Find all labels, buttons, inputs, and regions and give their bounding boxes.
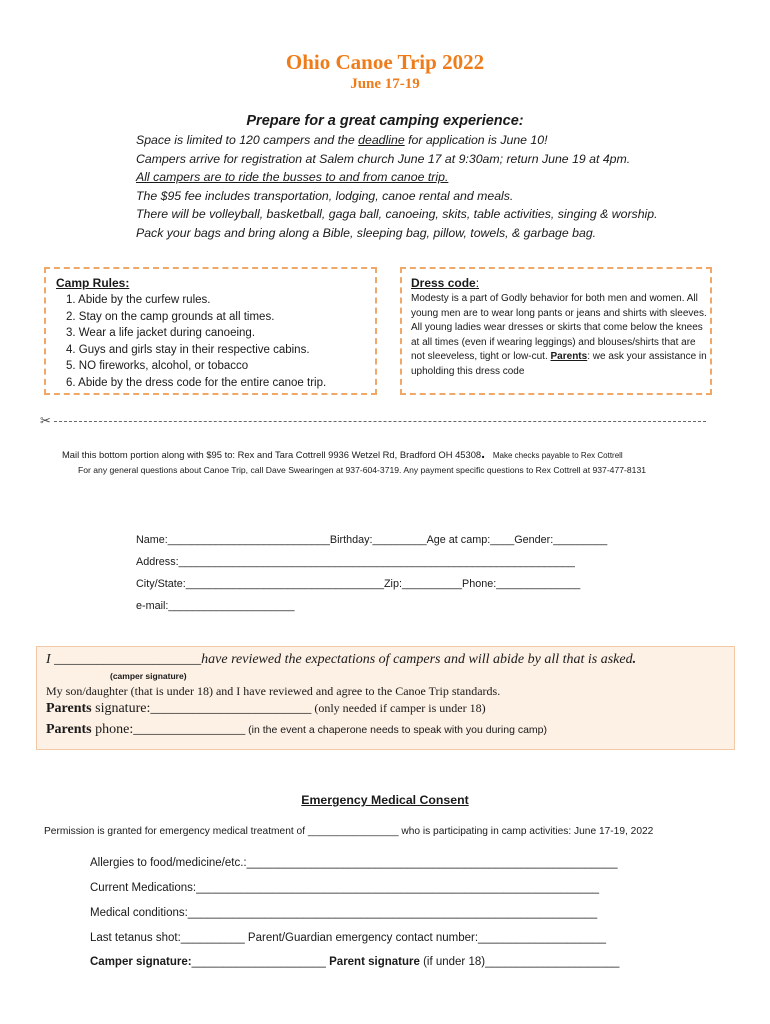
info-line-registration: Campers arrive for registration at Salem church June 17 at 9:30am; return June 19 at 4pm. xyxy=(136,151,631,166)
address-row[interactable]: Address:__________________________________________________________________ xyxy=(136,556,575,568)
city-zip-phone-row[interactable]: City/State:_________________________________Zip:__________Phone:______________ xyxy=(136,578,581,590)
parent-agreement-line: My son/daughter (that is under 18) and I have reviewed and agree to the Canoe Trip standards. xyxy=(46,684,501,698)
document-title: Ohio Canoe Trip 2022 xyxy=(285,50,485,74)
mail-instructions: Mail this bottom portion along with $95 to: Rex and Tara Cottrell 9936 Wetzel Rd, Bradford OH 45308. Make checks payable to Rex Cottrell xyxy=(62,445,623,461)
info-line-fee: The $95 fee includes transportation, lodging, canoe rental and meals. xyxy=(136,188,514,203)
info-line-busses: All campers are to ride the busses to and from canoe trip. xyxy=(136,170,449,185)
camp-rule: 4. Guys and girls stay in their respective cabins. xyxy=(66,343,310,356)
camp-rule: 3. Wear a life jacket during canoeing. xyxy=(66,327,256,340)
info-line-packing: Pack your bags and bring along a Bible, sleeping bag, pillow, towels, & garbage bag. xyxy=(136,225,597,240)
camp-rule: 1. Abide by the curfew rules. xyxy=(66,294,211,306)
parent-signature-line[interactable]: Parents signature:_______________________ (only needed if camper is under 18) xyxy=(46,701,486,716)
camp-rules-title: Camp Rules: xyxy=(56,276,130,290)
dress-code-title: Dress code: xyxy=(411,276,480,290)
cut-line xyxy=(44,421,706,422)
name-birthday-row[interactable]: Name:___________________________Birthday:_________Age at camp:____Gender:_________ xyxy=(136,534,608,546)
info-line-activities: There will be volleyball, basketball, gaga ball, canoeing, skits, table activities, singing & worship. xyxy=(136,207,658,222)
parent-phone-line[interactable]: Parents phone:________________ (in the event a chaperone needs to speak with you during camp) xyxy=(46,722,548,737)
medical-consent-title: Emergency Medical Consent xyxy=(301,793,469,807)
medications-field[interactable]: Current Medications:_______________________________________________________________ xyxy=(90,882,600,894)
medical-permission-line[interactable]: Permission is granted for emergency medical treatment of ________________ who is participating in camp activities: June 17-19, 2022 xyxy=(44,826,654,837)
medical-signatures-row[interactable]: Camper signature:_____________________ Parent signature (if under 18)_____________________ xyxy=(90,956,620,968)
dress-code-text: Modesty is a part of Godly behavior for both men and women. All young men are to wear long pants or jeans and shirts with sleeves. All young ladies wear dresses or skirts that come below the knees at all times (even if wearing leggings) and blouses/shirts that are not sleeveless, tight or low-cut. Parents: we ask your assistance in upholding this dress code xyxy=(411,293,707,377)
camp-rules-list xyxy=(66,292,326,392)
camp-rule: 6. Abide by the dress code for the entire canoe trip. xyxy=(66,376,327,389)
camp-rule: 2. Stay on the camp grounds at all times. xyxy=(66,310,275,323)
prepare-heading: Prepare for a great camping experience: xyxy=(246,113,524,129)
dress-code-parents-label: Parents xyxy=(550,351,588,363)
email-row[interactable]: e-mail:_____________________ xyxy=(136,600,295,612)
allergies-field[interactable]: Allergies to food/medicine/etc.:__________________________________________________________ xyxy=(90,857,618,869)
info-line-deadline: Space is limited to 120 campers and the deadline for application is June 10! xyxy=(136,133,548,147)
camp-rule: 5. NO fireworks, alcohol, or tobacco xyxy=(66,360,249,373)
trip-info xyxy=(136,131,658,243)
deadline-word: deadline xyxy=(358,133,405,147)
medical-conditions-field[interactable]: Medical conditions:________________________________________________________________ xyxy=(90,907,598,919)
camper-signature-label: Camper signature: xyxy=(90,956,192,968)
tetanus-contact-field[interactable]: Last tetanus shot:__________ Parent/Guardian emergency contact number:____________________ xyxy=(90,932,606,944)
camper-agreement-line[interactable]: I _____________________have reviewed the expectations of campers and will abide by all that is asked. xyxy=(46,652,637,667)
questions-contact: For any general questions about Canoe Trip, call Dave Swearingen at 937-604-3719. Any payment specific questions to Rex Cottrell at 937-477-8131 xyxy=(78,465,647,475)
scissors-icon: ✂ xyxy=(40,413,51,428)
parent-signature-label: Parent signature xyxy=(329,956,420,968)
camper-signature-label: (camper signature) xyxy=(110,671,187,681)
trip-dates: June 17-19 xyxy=(350,76,420,92)
